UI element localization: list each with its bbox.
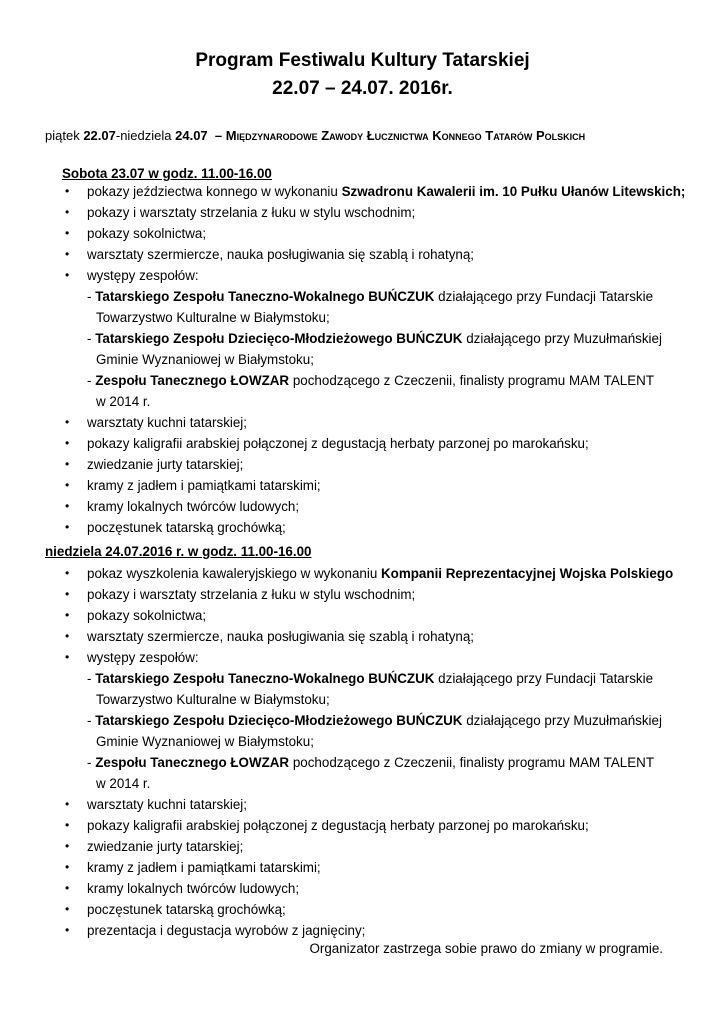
performer-desc: działającego przy Muzułmańskiej — [462, 713, 662, 728]
performer-name: Tatarskiego Zespołu Taneczno-Wokalnego BUŃCZUK — [95, 671, 435, 686]
performer-desc: pochodzącego z Czeczenii, finalisty programu MAM TALENT — [289, 373, 655, 388]
bullet-icon: • — [65, 650, 70, 664]
list-item — [62, 181, 686, 202]
bullet-icon: • — [65, 478, 70, 492]
performer-desc: działającego przy Muzułmańskiej — [462, 331, 662, 346]
footer-note: Organizator zastrzega sobie prawo do zmiany w programie. — [309, 941, 663, 956]
item-text: warsztaty szermiercze, nauka posługiwania się szablą i rohatyną; — [87, 629, 475, 644]
performer-desc: działającego przy Fundacji Tatarskie — [434, 671, 654, 686]
bullet-icon: • — [65, 268, 70, 282]
item-bold-text: Szwadronu Kawalerii im. 10 Pułku Ułanów Litewskich; — [341, 184, 686, 199]
item-text: pokazy jeździectwa konnego w wykonaniu — [87, 184, 342, 199]
performer-dash: - — [87, 713, 96, 728]
item-text: pokazy sokolnictwa; — [87, 608, 207, 623]
performer-dash: - — [87, 331, 96, 346]
performer-desc-cont: Gminie Wyznaniowej w Białymstoku; — [96, 352, 314, 367]
item-text: prezentacja i degustacja wyrobów z jagnięciny; — [87, 923, 366, 938]
list-item — [62, 857, 662, 878]
list-item — [62, 836, 662, 857]
list-item — [62, 412, 662, 433]
item-text: warsztaty szermiercze, nauka posługiwania się szablą i rohatyną; — [87, 247, 475, 262]
item-text: zwiedzanie jurty tatarskiej; — [87, 839, 244, 854]
item-text: kramy z jadłem i pamiątkami tatarskimi; — [87, 860, 321, 875]
list-item — [62, 244, 662, 265]
bullet-icon: • — [65, 797, 70, 811]
performer-entry — [62, 370, 662, 412]
performer-desc-cont: w 2014 r. — [96, 394, 151, 409]
bullet-icon: • — [65, 457, 70, 471]
list-item — [62, 878, 662, 899]
list-item — [62, 265, 662, 286]
list-item — [62, 899, 662, 920]
item-text: zwiedzanie jurty tatarskiej; — [87, 457, 244, 472]
bullet-icon: • — [65, 226, 70, 240]
list-item — [62, 517, 662, 538]
performer-entry — [62, 286, 662, 328]
sunday-program-list — [62, 563, 674, 941]
performer-name: Tatarskiego Zespołu Taneczno-Wokalnego BUŃCZUK — [95, 289, 435, 304]
performer-desc-cont: Gminie Wyznaniowej w Białymstoku; — [96, 734, 314, 749]
list-item — [62, 794, 662, 815]
list-item — [62, 454, 662, 475]
list-item — [62, 433, 662, 454]
list-item — [62, 223, 662, 244]
item-text: kramy lokalnych twórców ludowych; — [87, 881, 300, 896]
item-text: kramy lokalnych twórców ludowych; — [87, 499, 300, 514]
bullet-icon: • — [65, 839, 70, 853]
bullet-icon: • — [65, 881, 70, 895]
list-item — [62, 202, 662, 223]
item-bold-text: Kompanii Reprezentacyjnej Wojska Polskiego — [381, 566, 674, 581]
performer-dash: - — [87, 373, 96, 388]
list-item — [62, 475, 662, 496]
bullet-icon: • — [65, 566, 70, 580]
performer-name: Tatarskiego Zespołu Dziecięco-Młodzieżowego BUŃCZUK — [95, 713, 463, 728]
performer-desc: pochodzącego z Czeczenii, finalisty programu MAM TALENT — [289, 755, 655, 770]
bullet-icon: • — [65, 587, 70, 601]
item-text: warsztaty kuchni tatarskiej; — [87, 415, 248, 430]
item-text: pokazy i warsztaty strzelania z łuku w stylu wschodnim; — [87, 205, 416, 220]
bullet-icon: • — [65, 415, 70, 429]
bullet-icon: • — [65, 608, 70, 622]
bullet-icon: • — [65, 247, 70, 261]
bullet-icon: • — [65, 205, 70, 219]
performer-dash: - — [87, 671, 96, 686]
intro-date-to: 24.07 — [175, 128, 208, 143]
bullet-icon: • — [65, 499, 70, 513]
item-text: pokazy i warsztaty strzelania z łuku w stylu wschodnim; — [87, 587, 416, 602]
document-dates: 22.07 – 24.07. 2016r. — [272, 78, 453, 99]
performer-dash: - — [87, 755, 96, 770]
item-text: występy zespołów: — [87, 268, 199, 283]
intro-line — [45, 125, 585, 146]
performer-name: Zespołu Tanecznego ŁOWZAR — [95, 755, 290, 770]
performer-desc-cont: Towarzystwo Kulturalne w Białymstoku; — [96, 692, 330, 707]
intro-event-name: – Międzynarodowe Zawody Łucznictwa Konnego Tatarów Polskich — [214, 128, 586, 143]
bullet-icon: • — [65, 923, 70, 937]
bullet-icon: • — [65, 818, 70, 832]
list-item — [62, 584, 662, 605]
intro-separator: -niedziela — [115, 128, 176, 143]
performer-dash: - — [87, 289, 96, 304]
bullet-icon: • — [65, 520, 70, 534]
list-item — [62, 496, 662, 517]
item-text: występy zespołów: — [87, 650, 199, 665]
list-item — [62, 647, 662, 668]
list-item — [62, 563, 674, 584]
item-text: kramy z jadłem i pamiątkami tatarskimi; — [87, 478, 321, 493]
bullet-icon: • — [65, 436, 70, 450]
performer-entry — [62, 752, 662, 794]
item-text: pokazy sokolnictwa; — [87, 226, 207, 241]
sunday-heading: niedziela 24.07.2016 r. w godz. 11.00-16.00 — [45, 544, 312, 559]
document-title: Program Festiwalu Kultury Tatarskiej — [195, 50, 530, 71]
item-text: warsztaty kuchni tatarskiej; — [87, 797, 248, 812]
intro-day-from: piątek — [45, 128, 84, 143]
list-item — [62, 605, 662, 626]
item-text: pokazy kaligrafii arabskiej połączonej z degustacją herbaty parzonej po marokańsku; — [87, 818, 589, 833]
item-text: pokaz wyszkolenia kawaleryjskiego w wykonaniu — [87, 566, 381, 581]
performer-entry — [62, 328, 662, 370]
item-text: pokazy kaligrafii arabskiej połączonej z degustacją herbaty parzonej po marokańsku; — [87, 436, 589, 451]
performer-desc-cont: Towarzystwo Kulturalne w Białymstoku; — [96, 310, 330, 325]
intro-date-from: 22.07 — [83, 128, 116, 143]
item-text: poczęstunek tatarską grochówką; — [87, 520, 286, 535]
bullet-icon: • — [65, 184, 70, 198]
saturday-heading: Sobota 23.07 w godz. 11.00-16.00 — [62, 166, 272, 181]
bullet-icon: • — [65, 629, 70, 643]
performer-desc: działającego przy Fundacji Tatarskie — [434, 289, 654, 304]
performer-entry — [62, 710, 662, 752]
performer-entry — [62, 668, 662, 710]
performer-desc-cont: w 2014 r. — [96, 776, 151, 791]
saturday-program-list — [62, 181, 686, 538]
bullet-icon: • — [65, 902, 70, 916]
list-item — [62, 815, 662, 836]
bullet-icon: • — [65, 860, 70, 874]
item-text: poczęstunek tatarską grochówką; — [87, 902, 286, 917]
list-item — [62, 626, 662, 647]
performer-name: Zespołu Tanecznego ŁOWZAR — [95, 373, 290, 388]
performer-name: Tatarskiego Zespołu Dziecięco-Młodzieżowego BUŃCZUK — [95, 331, 463, 346]
